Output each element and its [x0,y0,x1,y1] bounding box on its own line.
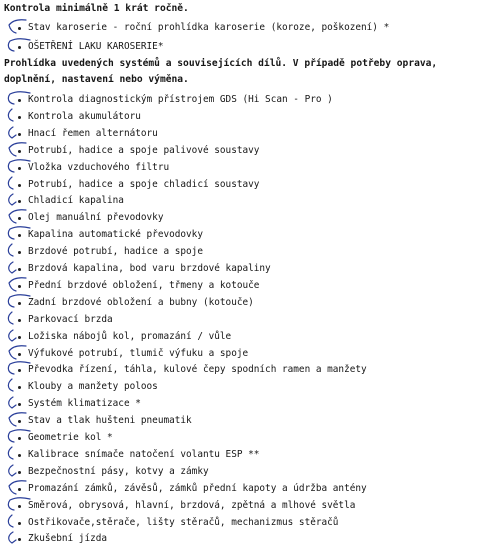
bullet-icon [18,369,21,372]
bullet-icon [18,200,21,203]
bullet-icon [18,420,21,423]
checklist-item-label: Brzdové potrubí, hadice a spoje [28,246,203,257]
bullet-icon [18,505,21,508]
bullet-icon [18,538,21,541]
group1-item [0,40,477,58]
checklist-item-label: Ložiska nábojů kol, promazání / vůle [28,331,232,342]
checklist-item [0,448,477,466]
checklist-item [0,228,477,246]
checklist-item-label: Bezpečnostní pásy, kotvy a zámky [28,466,209,477]
checklist-item-label: Potrubí, hadice a spoje chladicí soustavy [28,179,260,190]
bullet-icon [18,336,21,339]
checklist-item [0,279,477,297]
checklist-item-label: Výfukové potrubí, tlumič výfuku a spoje [28,348,249,359]
checklist-item-label: OŠETŘENÍ LAKU KAROSERIE* [28,41,164,52]
checklist-item-label: Kontrola akumulátoru [28,111,141,122]
bullet-icon [18,116,21,119]
bullet-icon [18,184,21,187]
checklist-item [0,245,477,263]
bullet-icon [18,302,21,305]
bullet-icon [18,522,21,525]
bullet-icon [18,268,21,271]
checklist-item-label: Olej manuální převodovky [28,212,164,223]
checklist-item [0,380,477,398]
checklist-item [0,127,477,145]
checklist-item-label: Geometrie kol * [28,432,113,443]
bullet-icon [18,27,21,30]
bullet-icon [18,234,21,237]
checklist-item-label: Chladicí kapalina [28,195,124,206]
checklist-item-label: Promazání zámků, závěsů, zámků přední kapoty a údržba antény [28,483,367,494]
bullet-icon [18,251,21,254]
checklist-item [0,363,477,381]
document-title: Kontrola minimálně 1 krát ročně. [4,3,189,14]
checklist-item [0,431,477,449]
checklist-item [0,161,477,179]
checklist-item [0,93,477,111]
checklist-item [0,144,477,162]
checklist-item-label: Kapalina automatické převodovky [28,229,203,240]
bullet-icon [18,217,21,220]
group1-item [0,21,477,39]
checklist-item-label: Hnací řemen alternátoru [28,128,158,139]
checklist-item [0,465,477,483]
checklist-item-label: Přední brzdové obložení, třmeny a kotouče [28,280,260,291]
checklist-item-label: Vložka vzduchového filtru [28,162,170,173]
checklist-item-label: Stav a tlak hušteni pneumatik [28,415,192,426]
checklist-item-label: Brzdová kapalina, bod varu brzdové kapaliny [28,263,271,274]
checklist-item [0,313,477,331]
checklist-item [0,110,477,128]
bullet-icon [18,403,21,406]
bullet-icon [18,471,21,474]
checklist-item [0,532,477,550]
checklist-item-label: Klouby a manžety poloos [28,381,158,392]
section-heading-line2: doplnění, nastavení nebo výměna. [4,74,189,85]
bullet-icon [18,353,21,356]
checklist-item-label: Potrubí, hadice a spoje palivové soustavy [28,145,260,156]
bullet-icon [18,150,21,153]
checklist-item [0,499,477,517]
checklist-item-label: Parkovací brzda [28,314,113,325]
bullet-icon [18,99,21,102]
section-heading-line1: Prohlídka uvedených systémů a souvisejících dílů. V případě potřeby oprava, [4,58,438,69]
checklist-item [0,194,477,212]
checklist-item [0,262,477,280]
checklist-item-label: Kalibrace snímače natočení volantu ESP ** [28,449,260,460]
checklist-item-label: Směrová, obrysová, hlavní, brzdová, zpětná a mlhové světla [28,500,356,511]
checklist-item-label: Kontrola diagnostickým přístrojem GDS (Hi Scan - Pro ) [28,94,333,105]
bullet-icon [18,133,21,136]
bullet-icon [18,167,21,170]
checklist-item-label: Systém klimatizace * [28,398,141,409]
checklist-item-label: Ostřikovače,stěrače, lišty stěračů, mechanizmus stěračů [28,517,339,528]
checklist-item [0,296,477,314]
bullet-icon [18,319,21,322]
checklist-item [0,211,477,229]
checklist-item [0,482,477,500]
bullet-icon [18,454,21,457]
checklist-item-label: Zkušební jízda [28,533,108,544]
bullet-icon [18,488,21,491]
checklist-item-label: Zadní brzdové obložení a bubny (kotouče) [28,297,254,308]
checklist-item-label: Převodka řízení, táhla, kulové čepy spodních ramen a manžety [28,364,367,375]
checklist-item [0,414,477,432]
checklist-item [0,397,477,415]
bullet-icon [18,285,21,288]
bullet-icon [18,386,21,389]
checklist-item-label: Stav karoserie - roční prohlídka karoserie (koroze, poškození) * [28,22,390,33]
bullet-icon [18,437,21,440]
checklist-item [0,330,477,348]
bullet-icon [18,46,21,49]
